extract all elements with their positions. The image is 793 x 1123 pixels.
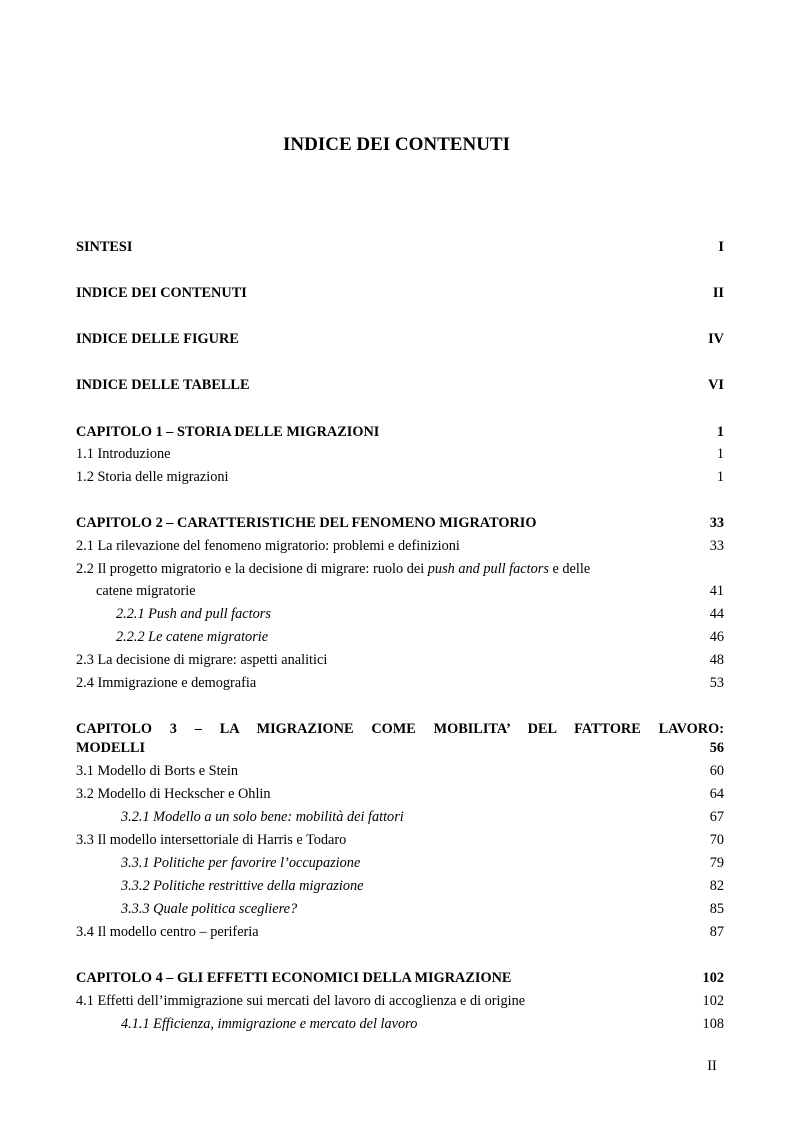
toc-entry-text: 3.4 Il modello centro – periferia (76, 924, 259, 940)
toc-entry-page: 64 (709, 786, 724, 802)
toc-entry-text: 2.4 Immigrazione e demografia (76, 675, 257, 691)
toc-entry-page: IV (708, 331, 724, 347)
toc-entry-text: INDICE DELLE TABELLE (76, 377, 250, 393)
toc-entry-page: VI (708, 377, 724, 393)
toc-entry-page: 82 (709, 878, 724, 894)
toc-entry-text: 3.3 Il modello intersettoriale di Harris e Todaro (76, 832, 347, 848)
toc-entry-page: 87 (709, 924, 724, 940)
toc-entry-text: 3.3.2 Politiche restrittive della migrazione (121, 878, 364, 894)
toc-entry-text: 3.3.3 Quale politica scegliere? (121, 901, 298, 917)
toc-entry-text: 1.2 Storia delle migrazioni (76, 469, 229, 485)
toc-entry-page: 60 (709, 763, 724, 779)
toc-entry-text: 4.1.1 Efficienza, immigrazione e mercato del lavoro (121, 1016, 418, 1032)
toc-entry-text: 3.2 Modello di Heckscher e Ohlin (76, 786, 271, 802)
toc-entry-text: 2.2.2 Le catene migratorie (116, 629, 269, 645)
toc-entry-page: 53 (709, 675, 724, 691)
toc-entry-text: 1.1 Introduzione (76, 446, 171, 462)
toc-entry-text: 2.1 La rilevazione del fenomeno migratorio: problemi e definizioni (76, 538, 460, 554)
toc-entry-page: 1 (716, 424, 724, 440)
toc-entry-text: INDICE DELLE FIGURE (76, 331, 239, 347)
toc-entry-page: 41 (709, 583, 724, 599)
toc-entry-page: 33 (709, 538, 724, 554)
toc-entry-text-part: 2.2 Il progetto migratorio e la decisione di migrare: ruolo dei (76, 561, 428, 577)
toc-entry-text: 2.3 La decisione di migrare: aspetti analitici (76, 652, 328, 668)
toc-entry-page: I (718, 239, 724, 255)
toc-entry-page: 56 (709, 740, 724, 756)
toc-entry-text: CAPITOLO 4 – GLI EFFETTI ECONOMICI DELLA MIGRAZIONE (76, 970, 512, 986)
page-number: II (707, 1058, 717, 1074)
toc-entry-page: 67 (709, 809, 724, 825)
toc-entry-page: 85 (709, 901, 724, 917)
toc-entry-page: 46 (709, 629, 724, 645)
toc-entry-text: INDICE DEI CONTENUTI (76, 285, 247, 301)
toc-entry-page: 102 (702, 993, 724, 1009)
toc-entry-page: 102 (702, 970, 724, 986)
toc-entry-page: II (712, 285, 724, 301)
toc-entry-page: 33 (709, 515, 724, 531)
toc-entry-text: 3.3.1 Politiche per favorire l’occupazione (121, 855, 361, 871)
toc-entry-text-part: e delle (548, 561, 591, 577)
toc-entry-page: 44 (709, 606, 724, 622)
toc-entry-text: catene migratorie (96, 583, 196, 599)
toc-entry-text: SINTESI (76, 239, 133, 255)
toc-entry-page: 1 (716, 446, 724, 462)
toc-entry-text: CAPITOLO 1 – STORIA DELLE MIGRAZIONI (76, 424, 380, 440)
toc-entry-text: CAPITOLO 2 – CARATTERISTICHE DEL FENOMENO MIGRATORIO (76, 515, 537, 531)
page-title: INDICE DEI CONTENUTI (283, 134, 510, 155)
toc-entry-text: 4.1 Effetti dell’immigrazione sui mercati del lavoro di accoglienza e di origine (76, 993, 526, 1009)
toc-entry-page: 108 (702, 1016, 724, 1032)
toc-entry-text: MODELLI (76, 740, 146, 756)
toc-entry-text (76, 560, 590, 578)
toc-entry-page: 79 (709, 855, 724, 871)
toc-entry-page: 70 (709, 832, 724, 848)
toc-entry-text: CAPITOLO 3 – LA MIGRAZIONE COME MOBILITA’ DEL FATTORE LAVORO: (76, 721, 724, 737)
toc-entry-text: 3.2.1 Modello a un solo bene: mobilità dei fattori (121, 809, 404, 825)
toc-entry-text: 3.1 Modello di Borts e Stein (76, 763, 239, 779)
toc-entry-page: 1 (716, 469, 724, 485)
toc-entry-page: 48 (709, 652, 724, 668)
toc-entry-text: 2.2.1 Push and pull factors (116, 606, 271, 622)
toc-entry-text-italic: push and pull factors (427, 561, 549, 577)
